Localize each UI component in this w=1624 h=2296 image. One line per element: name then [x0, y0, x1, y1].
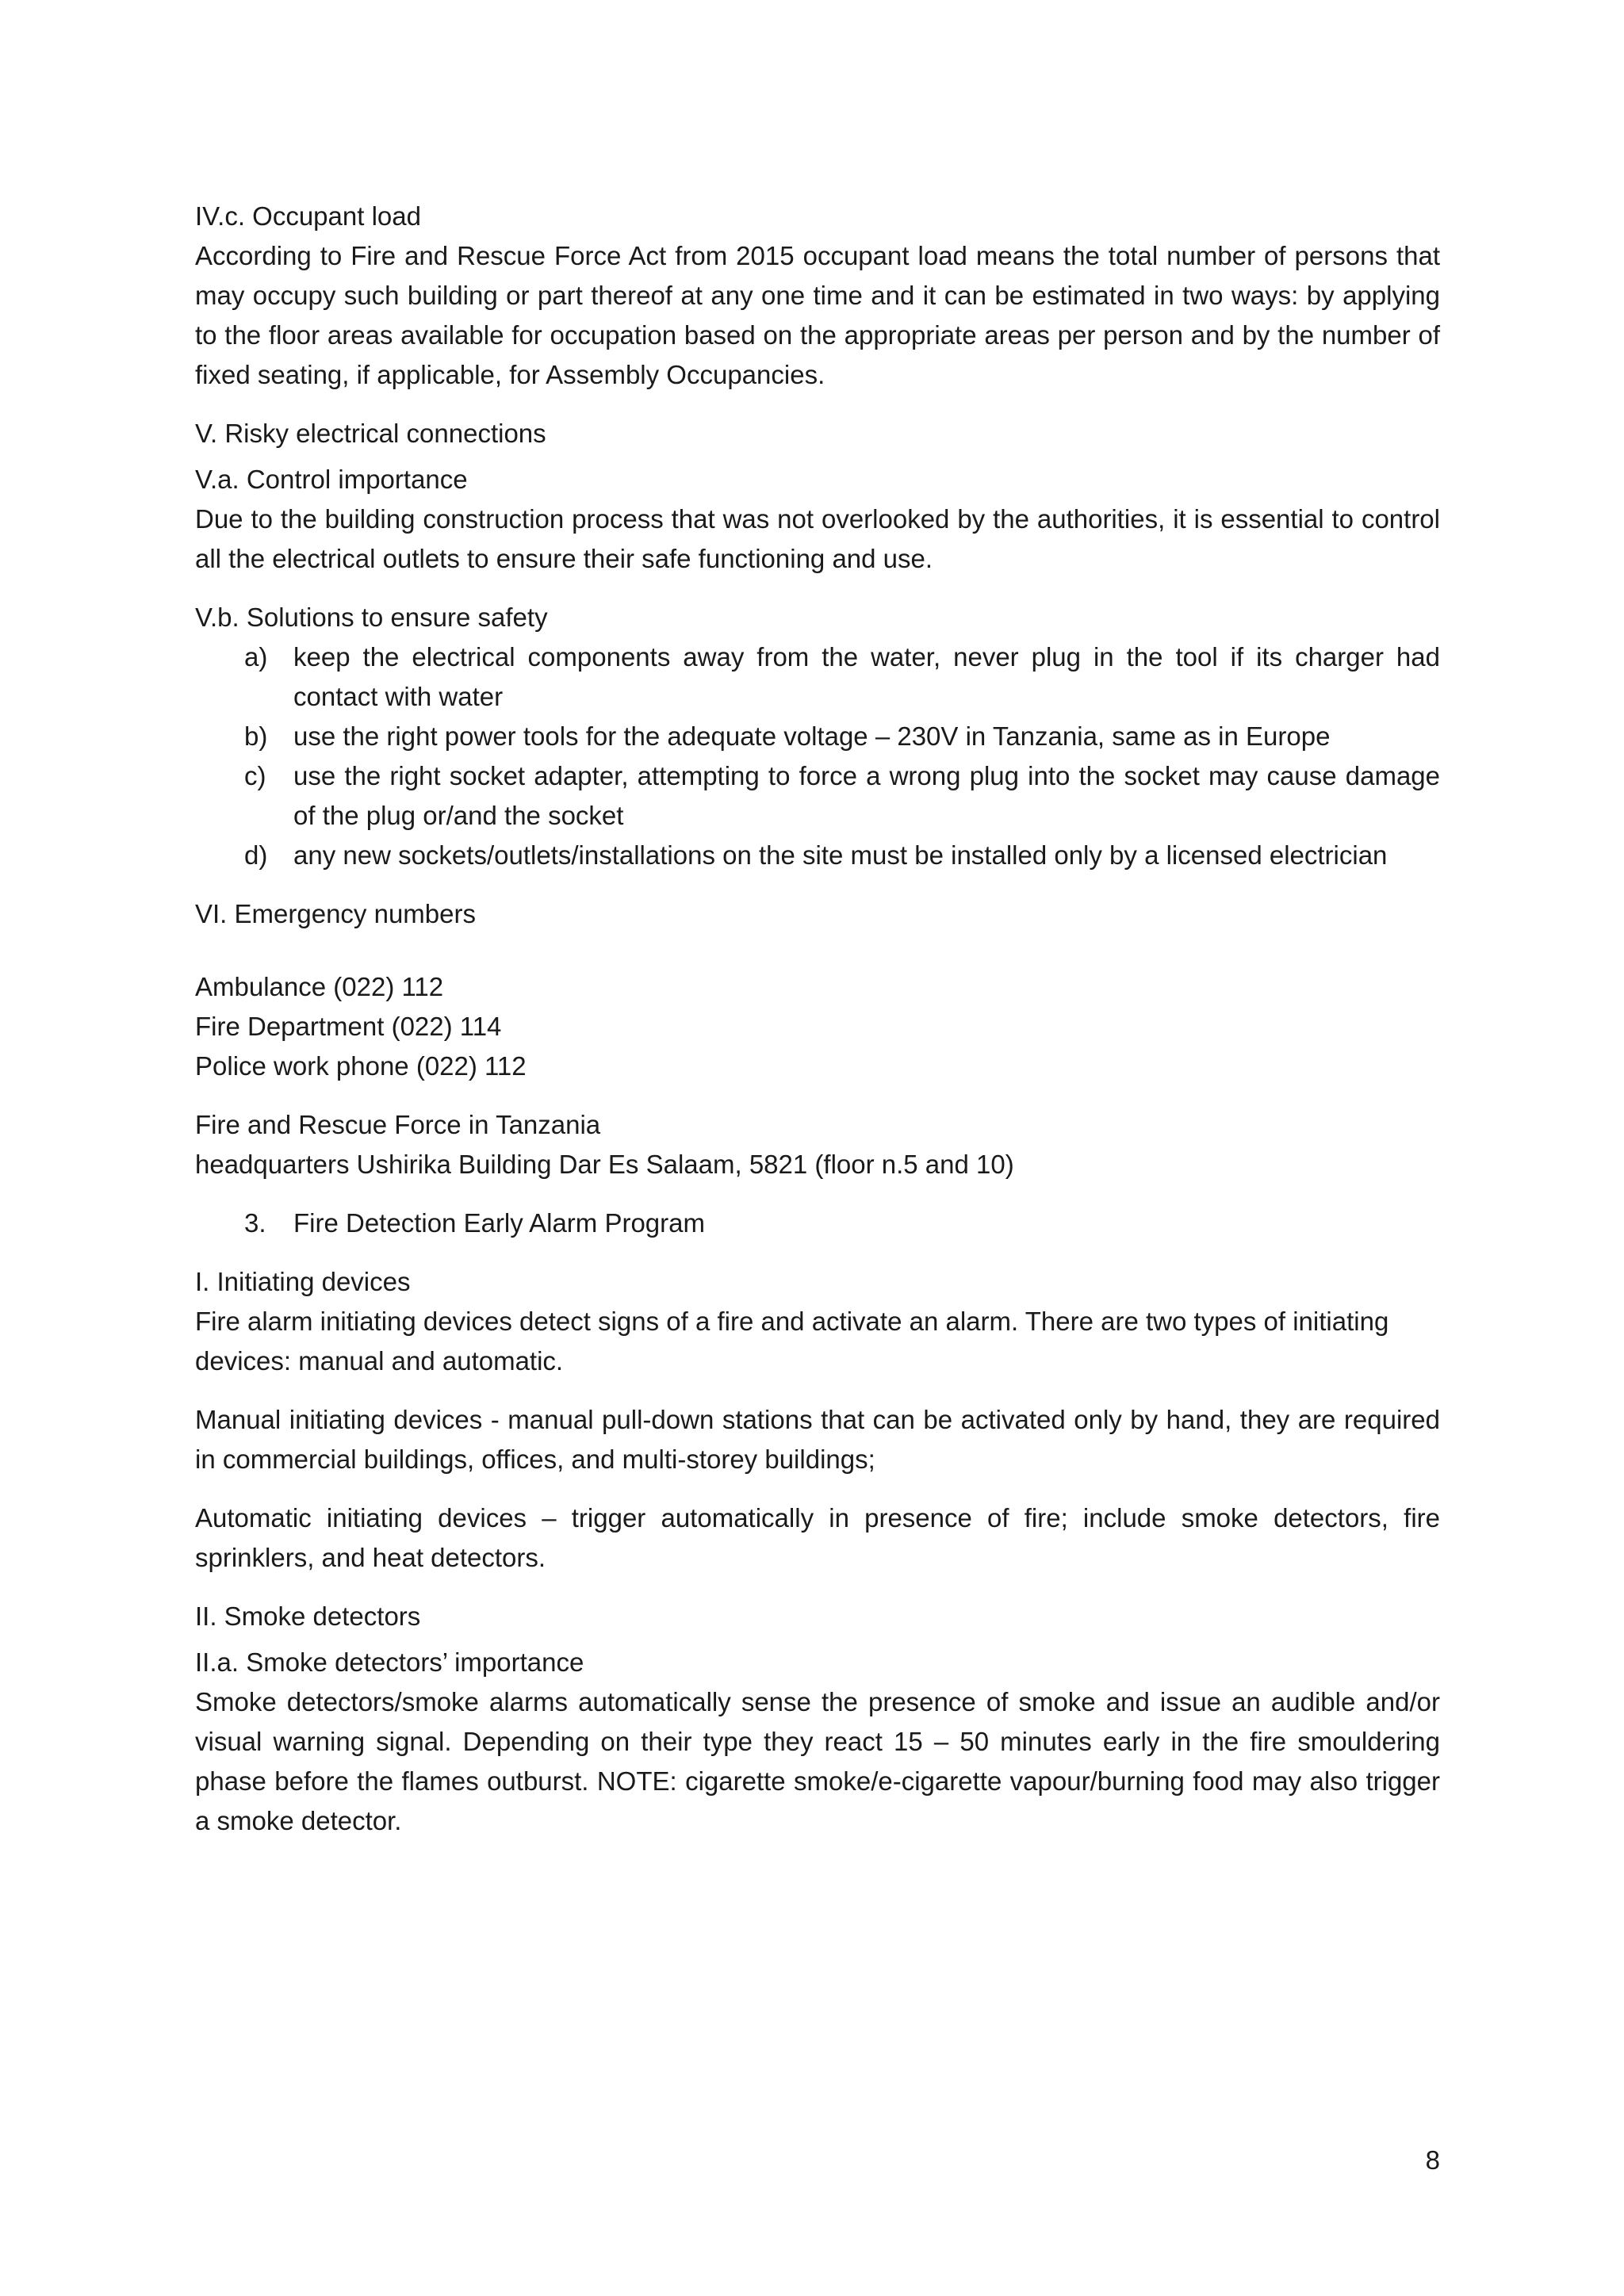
control-importance-body: Due to the building construction process that was not overlooked by the authorities, it is essential to control all the electrical outlets to ensure their safe functioning and use. [195, 504, 1440, 573]
list-marker: a) [244, 642, 268, 672]
fire-rescue-force [195, 1105, 1440, 1184]
solutions-heading: V.b. Solutions to ensure safety [195, 603, 548, 632]
program-title: Fire Detection Early Alarm Program [293, 1208, 705, 1238]
risky-electrical-heading: V. Risky electrical connections [195, 419, 546, 448]
emergency-heading: VI. Emergency numbers [195, 899, 476, 928]
program-number: 3. [244, 1208, 266, 1238]
smoke-detectors-heading: II. Smoke detectors [195, 1601, 421, 1631]
smoke-detectors-body: Smoke detectors/smoke alarms automatically sense the presence of smoke and issue an audible and/or visual warning signal. Depending on their type they react 15 – 50 minutes early in the fire smouldering phase before the flames outburst. NOTE: cigarette smoke/e-cigarette vapour/burning food may also trigger a smoke detector. [195, 1687, 1440, 1835]
list-item-text: keep the electrical components away from the water, never plug in the tool if its charger had contact with water [293, 642, 1440, 711]
program-heading [195, 1203, 1440, 1243]
list-item-text: use the right socket adapter, attempting to force a wrong plug into the socket may cause damage of the plug or/and the socket [293, 761, 1440, 830]
list-marker: d) [244, 840, 268, 870]
list-marker: b) [244, 721, 268, 751]
emergency-number-fire: Fire Department (022) 114 [195, 1012, 502, 1041]
initiating-devices-body: Fire alarm initiating devices detect signs of a fire and activate an alarm. There are two types of initiating devices: manual and automatic. [195, 1307, 1389, 1376]
occupant-load-body: According to Fire and Rescue Force Act from 2015 occupant load means the total number of persons that may occupy such building or part thereof at any one time and it can be estimated in two ways: by applying to the floor areas available for occupation based on the appropriate areas per person and by the number of fixed seating, if applicable, for Assembly Occupancies. [195, 241, 1440, 389]
occupant-load-heading: IV.c. Occupant load [195, 201, 421, 231]
document-page [195, 197, 1440, 1841]
page-number: 8 [1425, 2145, 1440, 2175]
solutions-list [195, 637, 1440, 875]
manual-devices-paragraph: Manual initiating devices - manual pull-down stations that can be activated only by hand, they are required in commercial buildings, offices, and multi-storey buildings; [195, 1405, 1440, 1474]
list-item [195, 836, 1440, 875]
emergency-numbers [195, 967, 1440, 1086]
initiating-devices-heading: I. Initiating devices [195, 1267, 411, 1296]
smoke-detectors-importance-heading: II.a. Smoke detectors’ importance [195, 1647, 584, 1677]
list-item-text: use the right power tools for the adequate voltage – 230V in Tanzania, same as in Europe [293, 721, 1331, 751]
control-importance-heading: V.a. Control importance [195, 465, 468, 494]
fire-rescue-force-address: headquarters Ushirika Building Dar Es Salaam, 5821 (floor n.5 and 10) [195, 1150, 1014, 1179]
list-item [195, 756, 1440, 836]
list-item [195, 717, 1440, 756]
emergency-number-police: Police work phone (022) 112 [195, 1051, 527, 1081]
list-item [195, 637, 1440, 717]
automatic-devices-paragraph: Automatic initiating devices – trigger automatically in presence of fire; include smoke detectors, fire sprinklers, and heat detectors. [195, 1503, 1440, 1572]
list-marker: c) [244, 761, 266, 790]
fire-rescue-force-name: Fire and Rescue Force in Tanzania [195, 1110, 601, 1139]
list-item-text: any new sockets/outlets/installations on the site must be installed only by a licensed electrician [293, 840, 1388, 870]
emergency-number-ambulance: Ambulance (022) 112 [195, 972, 444, 1001]
